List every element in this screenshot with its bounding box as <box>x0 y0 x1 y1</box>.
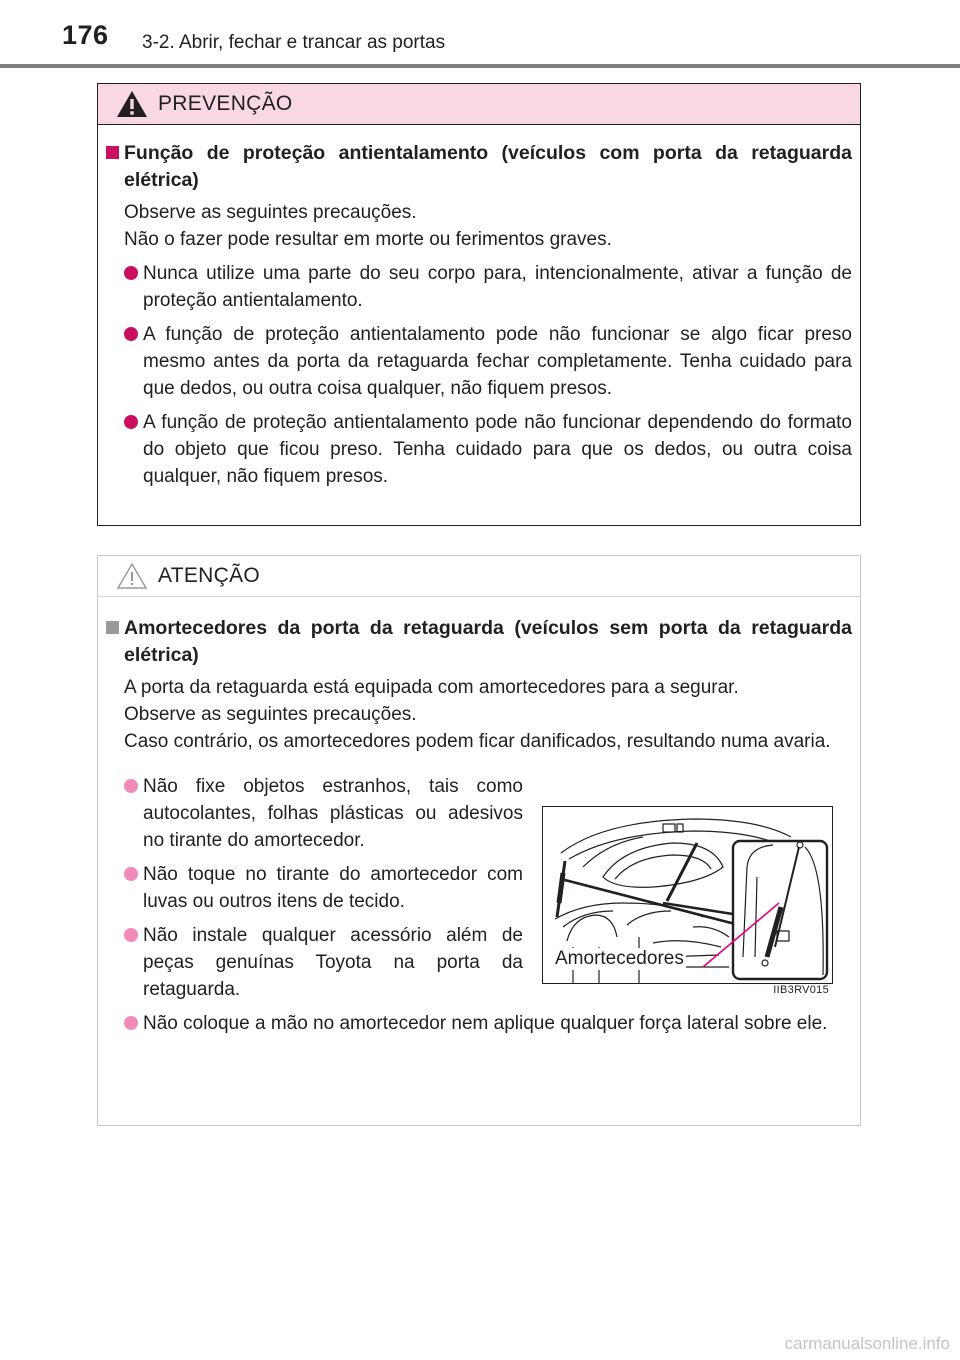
warning-paragraph: Não o fazer pode resultar em morte ou ferimentos graves. <box>124 229 612 250</box>
square-bullet-icon <box>106 621 119 634</box>
round-bullet-icon <box>124 928 138 942</box>
caution-bullet <box>98 773 531 854</box>
warning-bullet <box>98 409 860 490</box>
warning-bullet <box>98 321 860 402</box>
round-bullet-icon <box>124 415 138 429</box>
warning-bullet-text: A função de proteção antientalamento pode não funcionar se algo ficar preso mesmo antes da porta da retaguarda fechar completamente. Tenha cuidado para que dedos, ou outra coisa qualquer, não fiquem presos. <box>143 324 852 399</box>
caution-bullet <box>98 922 531 1003</box>
caution-bullet-text: Não toque no tirante do amortecedor com luvas ou outros itens de tecido. <box>143 864 523 912</box>
caution-bullet-text: Não instale qualquer acessório além de peças genuínas Toyota na porta da retaguarda. <box>143 925 523 1000</box>
warning-bullet-text: A função de proteção antientalamento pode não funcionar dependendo do formato do objeto que ficou preso. Tenha cuidado para que os dedos, ou outra coisa qualquer, não fiquem presos. <box>143 412 852 487</box>
caution-bullet-text: Não coloque a mão no amortecedor nem aplique qualquer força lateral sobre ele. <box>143 1013 828 1034</box>
warning-bullet-text: Nunca utilize uma parte do seu corpo para, intencionalmente, ativar a função de proteção antientalamento. <box>143 263 852 311</box>
warning-box-body <box>98 140 860 490</box>
caution-box-title: ATENÇÃO <box>158 564 261 587</box>
caution-box-header <box>98 556 860 597</box>
round-bullet-icon <box>124 779 138 793</box>
caution-paragraph: Caso contrário, os amortecedores podem ficar danificados, resultando numa avaria. <box>124 731 831 752</box>
caution-paragraph: Observe as seguintes precauções. <box>124 704 417 725</box>
caution-bullet <box>98 1010 860 1037</box>
caution-triangle-outline-icon <box>116 562 148 595</box>
header-rule <box>0 64 960 68</box>
warning-bullet <box>98 260 860 314</box>
round-bullet-icon <box>124 1016 138 1030</box>
round-bullet-icon <box>124 867 138 881</box>
figure-callout-label: Amortecedores <box>555 948 684 969</box>
page-number: 176 <box>62 20 109 50</box>
warning-box-header <box>98 84 860 125</box>
round-bullet-icon <box>124 266 138 280</box>
caution-paragraph: A porta da retaguarda está equipada com amortecedores para a segurar. <box>124 677 739 698</box>
warning-paragraph: Observe as seguintes precauções. <box>124 202 417 223</box>
warning-topic <box>98 140 860 194</box>
warning-topic-text: Função de proteção antientalamento (veículos com porta da retaguarda elétrica) <box>124 142 852 191</box>
square-bullet-icon <box>106 146 119 159</box>
caution-bullet <box>98 861 531 915</box>
warning-box <box>97 83 861 526</box>
caution-topic-text: Amortecedores da porta da retaguarda (veículos sem porta da retaguarda elétrica) <box>124 617 852 666</box>
round-bullet-icon <box>124 327 138 341</box>
caution-bullet-text: Não fixe objetos estranhos, tais como autocolantes, folhas plásticas ou adesivos no tirante do amortecedor. <box>143 776 523 851</box>
dampers-figure <box>542 806 833 999</box>
watermark: carmanualsonline.info <box>784 1334 950 1353</box>
section-title: 3-2. Abrir, fechar e trancar as portas <box>142 32 446 53</box>
figure-code: IIB3RV015 <box>773 984 829 996</box>
warning-box-title: PREVENÇÃO <box>158 92 293 115</box>
warning-triangle-icon <box>116 90 148 123</box>
caution-topic <box>98 615 860 669</box>
